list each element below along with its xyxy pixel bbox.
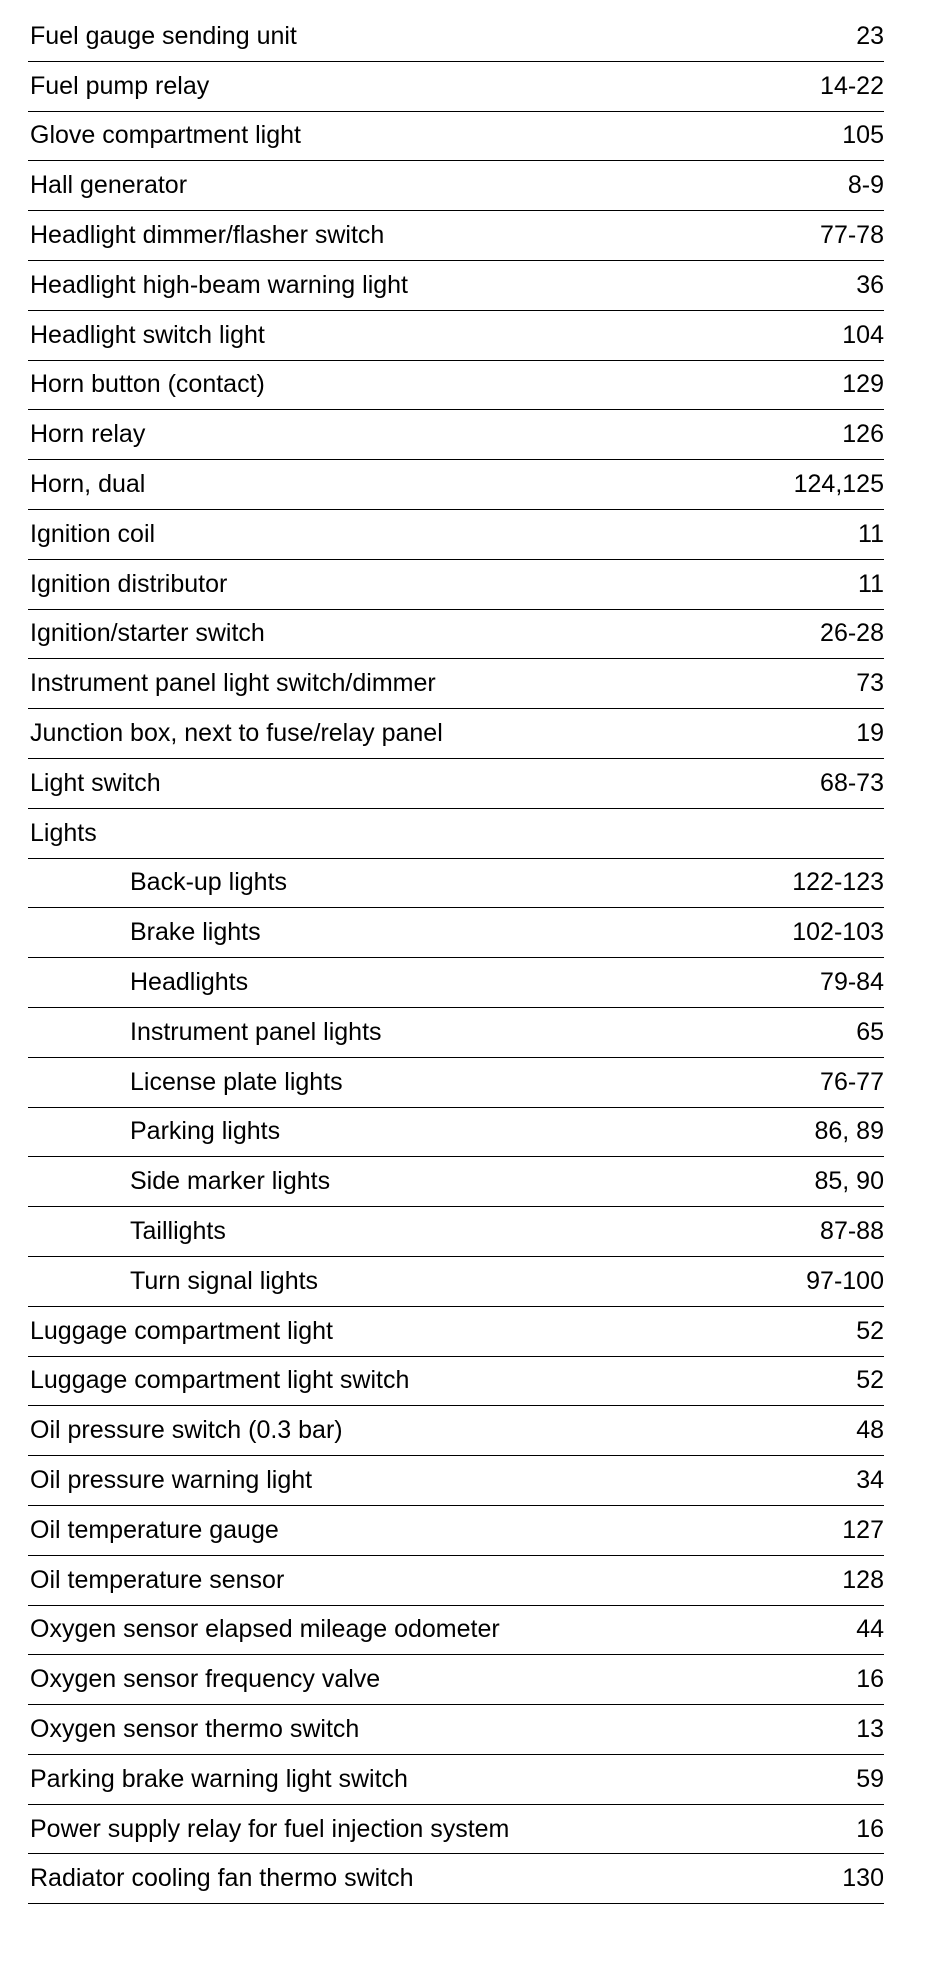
component-name: Hall generator <box>30 171 188 200</box>
index-row <box>28 560 884 610</box>
index-row <box>28 1357 884 1407</box>
index-row <box>28 1606 884 1656</box>
page-reference: 16 <box>856 1814 884 1843</box>
index-row <box>28 460 884 510</box>
index-row <box>28 62 884 112</box>
index-row <box>28 610 884 660</box>
index-subrow <box>28 1257 884 1307</box>
component-name: Radiator cooling fan thermo switch <box>30 1864 414 1893</box>
page-reference: 102-103 <box>792 918 884 947</box>
index-subrow <box>28 1058 884 1108</box>
page-reference: 86, 89 <box>814 1117 884 1146</box>
index-subrow <box>28 958 884 1008</box>
component-name: Ignition distributor <box>30 569 228 598</box>
index-row <box>28 211 884 261</box>
component-name: Power supply relay for fuel injection system <box>30 1814 510 1843</box>
page-reference: 122-123 <box>792 868 884 897</box>
page-reference: 11 <box>858 569 884 598</box>
component-name: Parking lights <box>130 1117 281 1146</box>
page-reference: 19 <box>856 719 884 748</box>
index-row <box>28 12 884 62</box>
component-name: Brake lights <box>130 918 261 947</box>
index-row <box>28 1406 884 1456</box>
index-subrow <box>28 1008 884 1058</box>
index-subrow <box>28 1157 884 1207</box>
index-row <box>28 261 884 311</box>
index-row <box>28 659 884 709</box>
page-reference: 26-28 <box>820 619 884 648</box>
page-reference: 87-88 <box>820 1217 884 1246</box>
page-reference: 8-9 <box>847 171 884 200</box>
component-name: Fuel pump relay <box>30 71 210 100</box>
component-name: Glove compartment light <box>30 121 301 150</box>
index-row <box>28 311 884 361</box>
index-row <box>28 1307 884 1357</box>
page-reference: 73 <box>856 669 884 698</box>
component-name: Oil temperature sensor <box>30 1565 285 1594</box>
index-row <box>28 161 884 211</box>
index-row <box>28 1805 884 1855</box>
page-reference: 104 <box>842 320 884 349</box>
component-name: Instrument panel lights <box>130 1017 382 1046</box>
component-name: Horn button (contact) <box>30 370 265 399</box>
page-reference: 65 <box>856 1017 884 1046</box>
component-name: Oil temperature gauge <box>30 1515 279 1544</box>
page-reference: 14-22 <box>820 71 884 100</box>
page-reference: 126 <box>842 420 884 449</box>
component-name: Ignition/starter switch <box>30 619 265 648</box>
component-name: Oxygen sensor elapsed mileage odometer <box>30 1615 500 1644</box>
page-reference: 34 <box>856 1466 884 1494</box>
page-reference: 48 <box>856 1416 884 1445</box>
component-name: Taillights <box>130 1217 226 1246</box>
component-name: License plate lights <box>130 1067 343 1096</box>
component-name: Luggage compartment light <box>30 1316 333 1345</box>
component-name: Horn, dual <box>30 470 146 499</box>
index-row <box>28 1556 884 1606</box>
index-row <box>28 112 884 162</box>
page-reference: 13 <box>856 1714 884 1743</box>
component-index-table <box>28 12 884 1904</box>
component-name: Luggage compartment light switch <box>30 1366 410 1395</box>
component-name: Fuel gauge sending unit <box>30 21 297 50</box>
component-name: Oxygen sensor thermo switch <box>30 1714 360 1743</box>
page-reference: 128 <box>842 1565 884 1594</box>
index-row <box>28 809 884 859</box>
component-name: Ignition coil <box>30 519 156 548</box>
component-name: Back-up lights <box>130 868 288 897</box>
page-reference: 97-100 <box>806 1266 884 1295</box>
page-reference: 52 <box>856 1316 884 1345</box>
page-reference: 52 <box>856 1366 884 1395</box>
page-reference: 36 <box>856 270 884 299</box>
page-reference: 85, 90 <box>814 1167 884 1196</box>
component-name: Side marker lights <box>130 1167 331 1196</box>
index-row <box>28 709 884 759</box>
component-name: Headlight dimmer/flasher switch <box>30 221 385 250</box>
index-subrow <box>28 1108 884 1158</box>
index-row <box>28 1655 884 1705</box>
index-row <box>28 1854 884 1904</box>
page-reference: 130 <box>842 1864 884 1893</box>
page-reference: 16 <box>856 1665 884 1694</box>
page-reference: 77-78 <box>820 221 884 250</box>
index-subrow <box>28 859 884 909</box>
component-name: Oil pressure switch (0.3 bar) <box>30 1416 343 1445</box>
component-name: Instrument panel light switch/dimmer <box>30 669 436 698</box>
component-name: Headlight switch light <box>30 320 265 349</box>
page-reference: 23 <box>856 21 884 50</box>
page-reference: 76-77 <box>820 1067 884 1096</box>
index-row <box>28 1456 884 1506</box>
component-name: Lights <box>30 818 97 847</box>
page-reference: 105 <box>842 121 884 150</box>
page-reference: 124,125 <box>793 470 884 499</box>
index-row <box>28 759 884 809</box>
index-row <box>28 1506 884 1556</box>
component-name: Parking brake warning light switch <box>30 1764 408 1793</box>
page-reference: 59 <box>856 1764 884 1793</box>
page-reference: 11 <box>858 519 884 548</box>
page-reference: 127 <box>842 1515 884 1544</box>
component-name: Headlight high-beam warning light <box>30 270 409 299</box>
component-name: Headlights <box>130 968 249 997</box>
component-name: Turn signal lights <box>130 1266 319 1295</box>
component-name: Light switch <box>30 768 161 797</box>
page-reference: 129 <box>842 370 884 399</box>
index-row <box>28 1755 884 1805</box>
component-name: Oxygen sensor frequency valve <box>30 1665 381 1694</box>
index-subrow <box>28 908 884 958</box>
page-reference: 44 <box>856 1615 884 1644</box>
component-name: Oil pressure warning light <box>30 1466 313 1494</box>
component-name: Junction box, next to fuse/relay panel <box>30 719 443 748</box>
index-row <box>28 410 884 460</box>
index-subrow <box>28 1207 884 1257</box>
index-row <box>28 510 884 560</box>
index-row <box>28 1705 884 1755</box>
page-reference: 79-84 <box>820 968 884 997</box>
component-name: Horn relay <box>30 420 146 449</box>
page-reference: 68-73 <box>820 768 884 797</box>
index-row <box>28 361 884 411</box>
